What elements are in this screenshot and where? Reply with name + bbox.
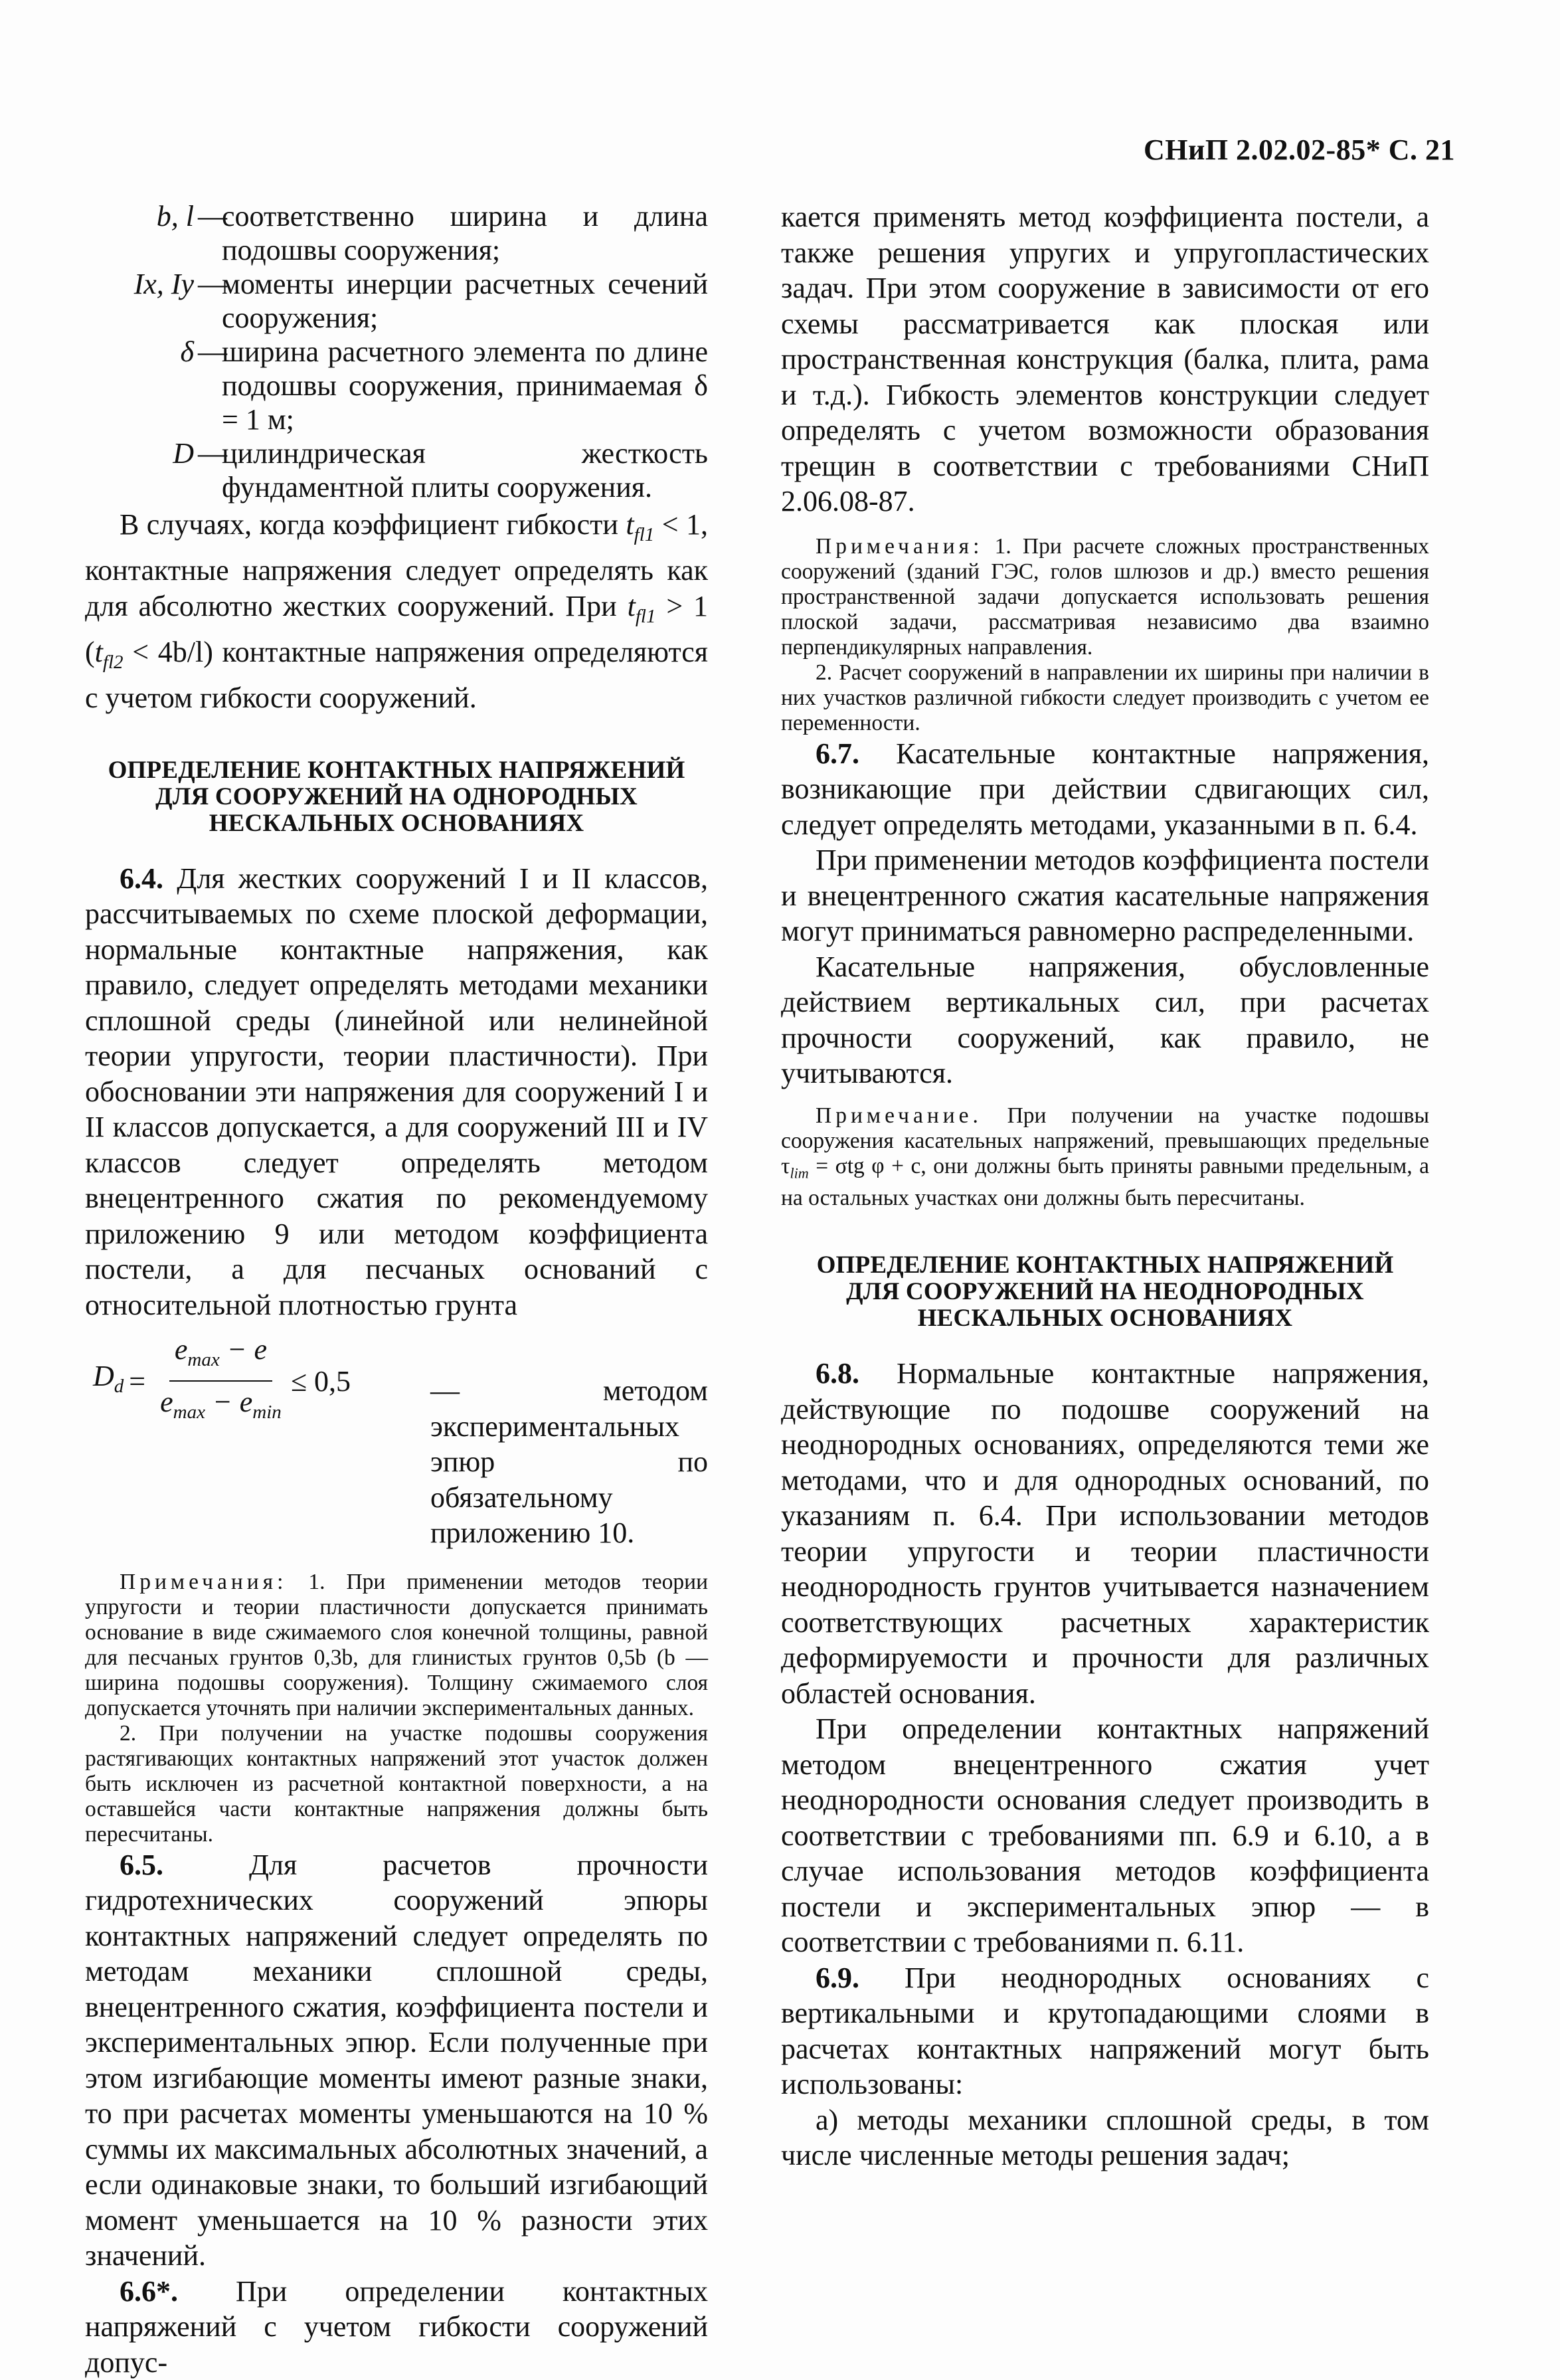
notes-block-2-item-2: 2. Расчет сооружений в направлении их ширины при наличии в них участков различной гибкости следует производить с учетом ее переменности.	[781, 660, 1429, 735]
paragraph-6-6: 6.6*. При определении контактных напряжений с учетом гибкости сооружений допус-	[85, 2274, 708, 2379]
paragraph-6-5: 6.5. Для расчетов прочности гидротехнических сооружений эпюры контактных напряжений следует определять по методам механики сплошной среды, внецентренного сжатия, коэффициента постели и экспериментальных эпюр. Если полученные при этом изгибающие моменты имеют разные знаки, то при расчетах моменты уменьшаются на 10 % суммы их максимальных абсолютных значений, а если одинаковые знаки, то больший изгибающий момент уменьшается на 10 % разности этих значений.	[85, 1848, 708, 2272]
page-header: СНиП 2.02.02-85* С. 21	[1143, 134, 1455, 166]
definition-text: ширина расчетного элемента по длине подошвы сооружения, принимаемая δ = 1 м;	[222, 335, 708, 436]
definition-symbol: δ	[180, 335, 194, 368]
left-column	[85, 199, 708, 2380]
paragraph-6-4: 6.4. Для жестких сооружений I и II классов, рассчитываемых по схеме плоской деформации, нормальные контактные напряжения, как правило, следует определять методами механики сплошной среды (линейной или нелинейной теории упругости, теории пластичности). При обосновании эти напряжения для сооружений I и II классов допускается, а для сооружений III и IV классов следует определять методом внецентренного сжатия по рекомендуемому приложению 9 или методом коэффициента постели, а для песчаных оснований с относительной плотностью грунта	[85, 862, 708, 1321]
paragraph-6-7-b: При применении методов коэффициента постели и внецентренного сжатия касательные напряжения могут приниматься равномерно распределенными.	[781, 844, 1429, 947]
paragraph-6-9: 6.9. При неоднородных основаниях с вертикальными и крутопадающими слоями в расчетах контактных напряжений могут быть использованы:	[781, 1961, 1429, 2101]
formula-rhs: ≤ 0,5	[290, 1364, 351, 1398]
definition-row: δ — ширина расчетного элемента по длине подошвы сооружения, принимаемая δ = 1 м;	[85, 335, 708, 436]
density-formula: $D_d$ = $\frac{e_{max} - e}{e_{max} - e_{min}}$ ≤ 0,5	[85, 1341, 708, 1421]
definition-symbol: b, l	[156, 200, 194, 232]
definition-symbol: D	[173, 437, 194, 470]
definition-row: D — цилиндрическая жесткость фундаментной плиты сооружения.	[85, 436, 708, 504]
notes-block-1-item-2: 2. При получении на участке подошвы сооружения растягивающих контактных напряжений этот участок должен быть исключен из расчетной контактной поверхности, а на оставшейся части контактные напряжения должны быть пересчитаны.	[85, 1720, 708, 1847]
definition-row: b, l — соответственно ширина и длина подошвы сооружения;	[85, 199, 708, 267]
paragraph-6-7: 6.7. Касательные контактные напряжения, возникающие при действии сдвигающих сил, следует определять методами, указанными в п. 6.4.	[781, 737, 1429, 841]
section-heading-homogeneous: ОПРЕДЕЛЕНИЕ КОНТАКТНЫХ НАПРЯЖЕНИЙ ДЛЯ СООРУЖЕНИЙ НА ОДНОРОДНЫХ НЕСКАЛЬНЫХ ОСНОВАНИЯХ	[108, 756, 685, 837]
formula-tail-text: — методом экспериментальных эпюр по обязательному приложению 10.	[430, 1374, 708, 1550]
definition-symbol: Ix, Iy	[133, 268, 194, 300]
formula-fraction	[160, 1332, 282, 1431]
formula-denominator: $e_{max} - e_{min}$	[160, 1386, 282, 1423]
symbol-definitions	[85, 199, 708, 504]
paragraph-flexibility: В случаях, когда коэффициент гибкости $t_{fl1} < 1$, контактные напряжения следует определять как для абсолютно жестких сооружений. При $t_{fl1} > 1$ $(t_{fl2} < 4b/l)$ контактные напряжения определяются с учетом гибкости сооружений.	[85, 508, 708, 715]
formula-numerator: $e_{max} - e$	[169, 1332, 272, 1382]
paragraph-6-8: 6.8. Нормальные контактные напряжения, действующие по подошве сооружений на неоднородных основаниях, определяются теми же методами, что и для однородных оснований, по указаниям п. 6.4. При использовании методов теории упругости и теории пластичности неоднородность грунтов учитывается назначением соответствующих расчетных характеристик деформируемости и прочности для различных областей основания.	[781, 1357, 1429, 1710]
formula-lhs: $D_d$	[93, 1359, 124, 1397]
note-block-3: Примечание. При получении на участке подошвы сооружения касательных напряжений, превышающих предельные $\tau_{lim} = \sigma tg$ φ + c, они должны быть приняты равными предельным, а на остальных участках они должны быть пересчитаны.	[781, 1103, 1429, 1211]
paragraph-6-7-c: Касательные напряжения, обусловленные действием вертикальных сил, при расчетах прочности сооружений, как правило, не учитываются.	[781, 950, 1429, 1089]
notes-block-1-item-1: Примечания: 1. При применении методов теории упругости и теории пластичности допускается принимать основание в виде сжимаемого слоя конечной толщины, равной для песчаных грунтов 0,3b, для глинистых грунтов 0,5b (b — ширина подошвы сооружения). Толщину сжимаемого слоя допускается уточнять при наличии экспериментальных данных.	[85, 1569, 708, 1720]
notes-block-2-item-1: Примечания: 1. При расчете сложных пространственных сооружений (зданий ГЭС, голов шлюзов и др.) вместо решения пространственной задачи допускается использовать решения плоской задачи, рассматривая независимо два взаимно перпендикулярных направления.	[781, 533, 1429, 660]
definition-text: соответственно ширина и длина подошвы сооружения;	[222, 200, 708, 266]
section-heading-heterogeneous: ОПРЕДЕЛЕНИЕ КОНТАКТНЫХ НАПРЯЖЕНИЙ ДЛЯ СООРУЖЕНИЙ НА НЕОДНОРОДНЫХ НЕСКАЛЬНЫХ ОСНОВАНИЯХ	[816, 1251, 1394, 1332]
paragraph-6-8-b: При определении контактных напряжений методом внецентренного сжатия учет неоднородности основания следует производить в соответствии с требованиями пп. 6.9 и 6.10, а в случае использования методов коэффициента постели и экспериментальных эпюр — в соответствии с требованиями п. 6.11.	[781, 1712, 1429, 1959]
definition-row: Ix, Iy — моменты инерции расчетных сечений сооружения;	[85, 267, 708, 335]
paragraph-6-6-continued: кается применять метод коэффициента постели, а также решения упругих и упругопластических задач. При этом сооружение в зависимости от его схемы рассматривается как плоская или пространственная конструкция (балка, плита, рама и т.д.). Гибкость элементов конструкции следует определять с учетом возможности образования трещин в соответствии с требованиями СНиП 2.06.08-87.	[781, 201, 1429, 517]
definition-text: моменты инерции расчетных сечений сооружения;	[222, 268, 708, 334]
paragraph-6-9-a: а) методы механики сплошной среды, в том числе численные методы решения задач;	[781, 2103, 1429, 2172]
right-column	[781, 199, 1429, 2173]
definition-text: цилиндрическая жесткость фундаментной плиты сооружения.	[222, 437, 708, 503]
